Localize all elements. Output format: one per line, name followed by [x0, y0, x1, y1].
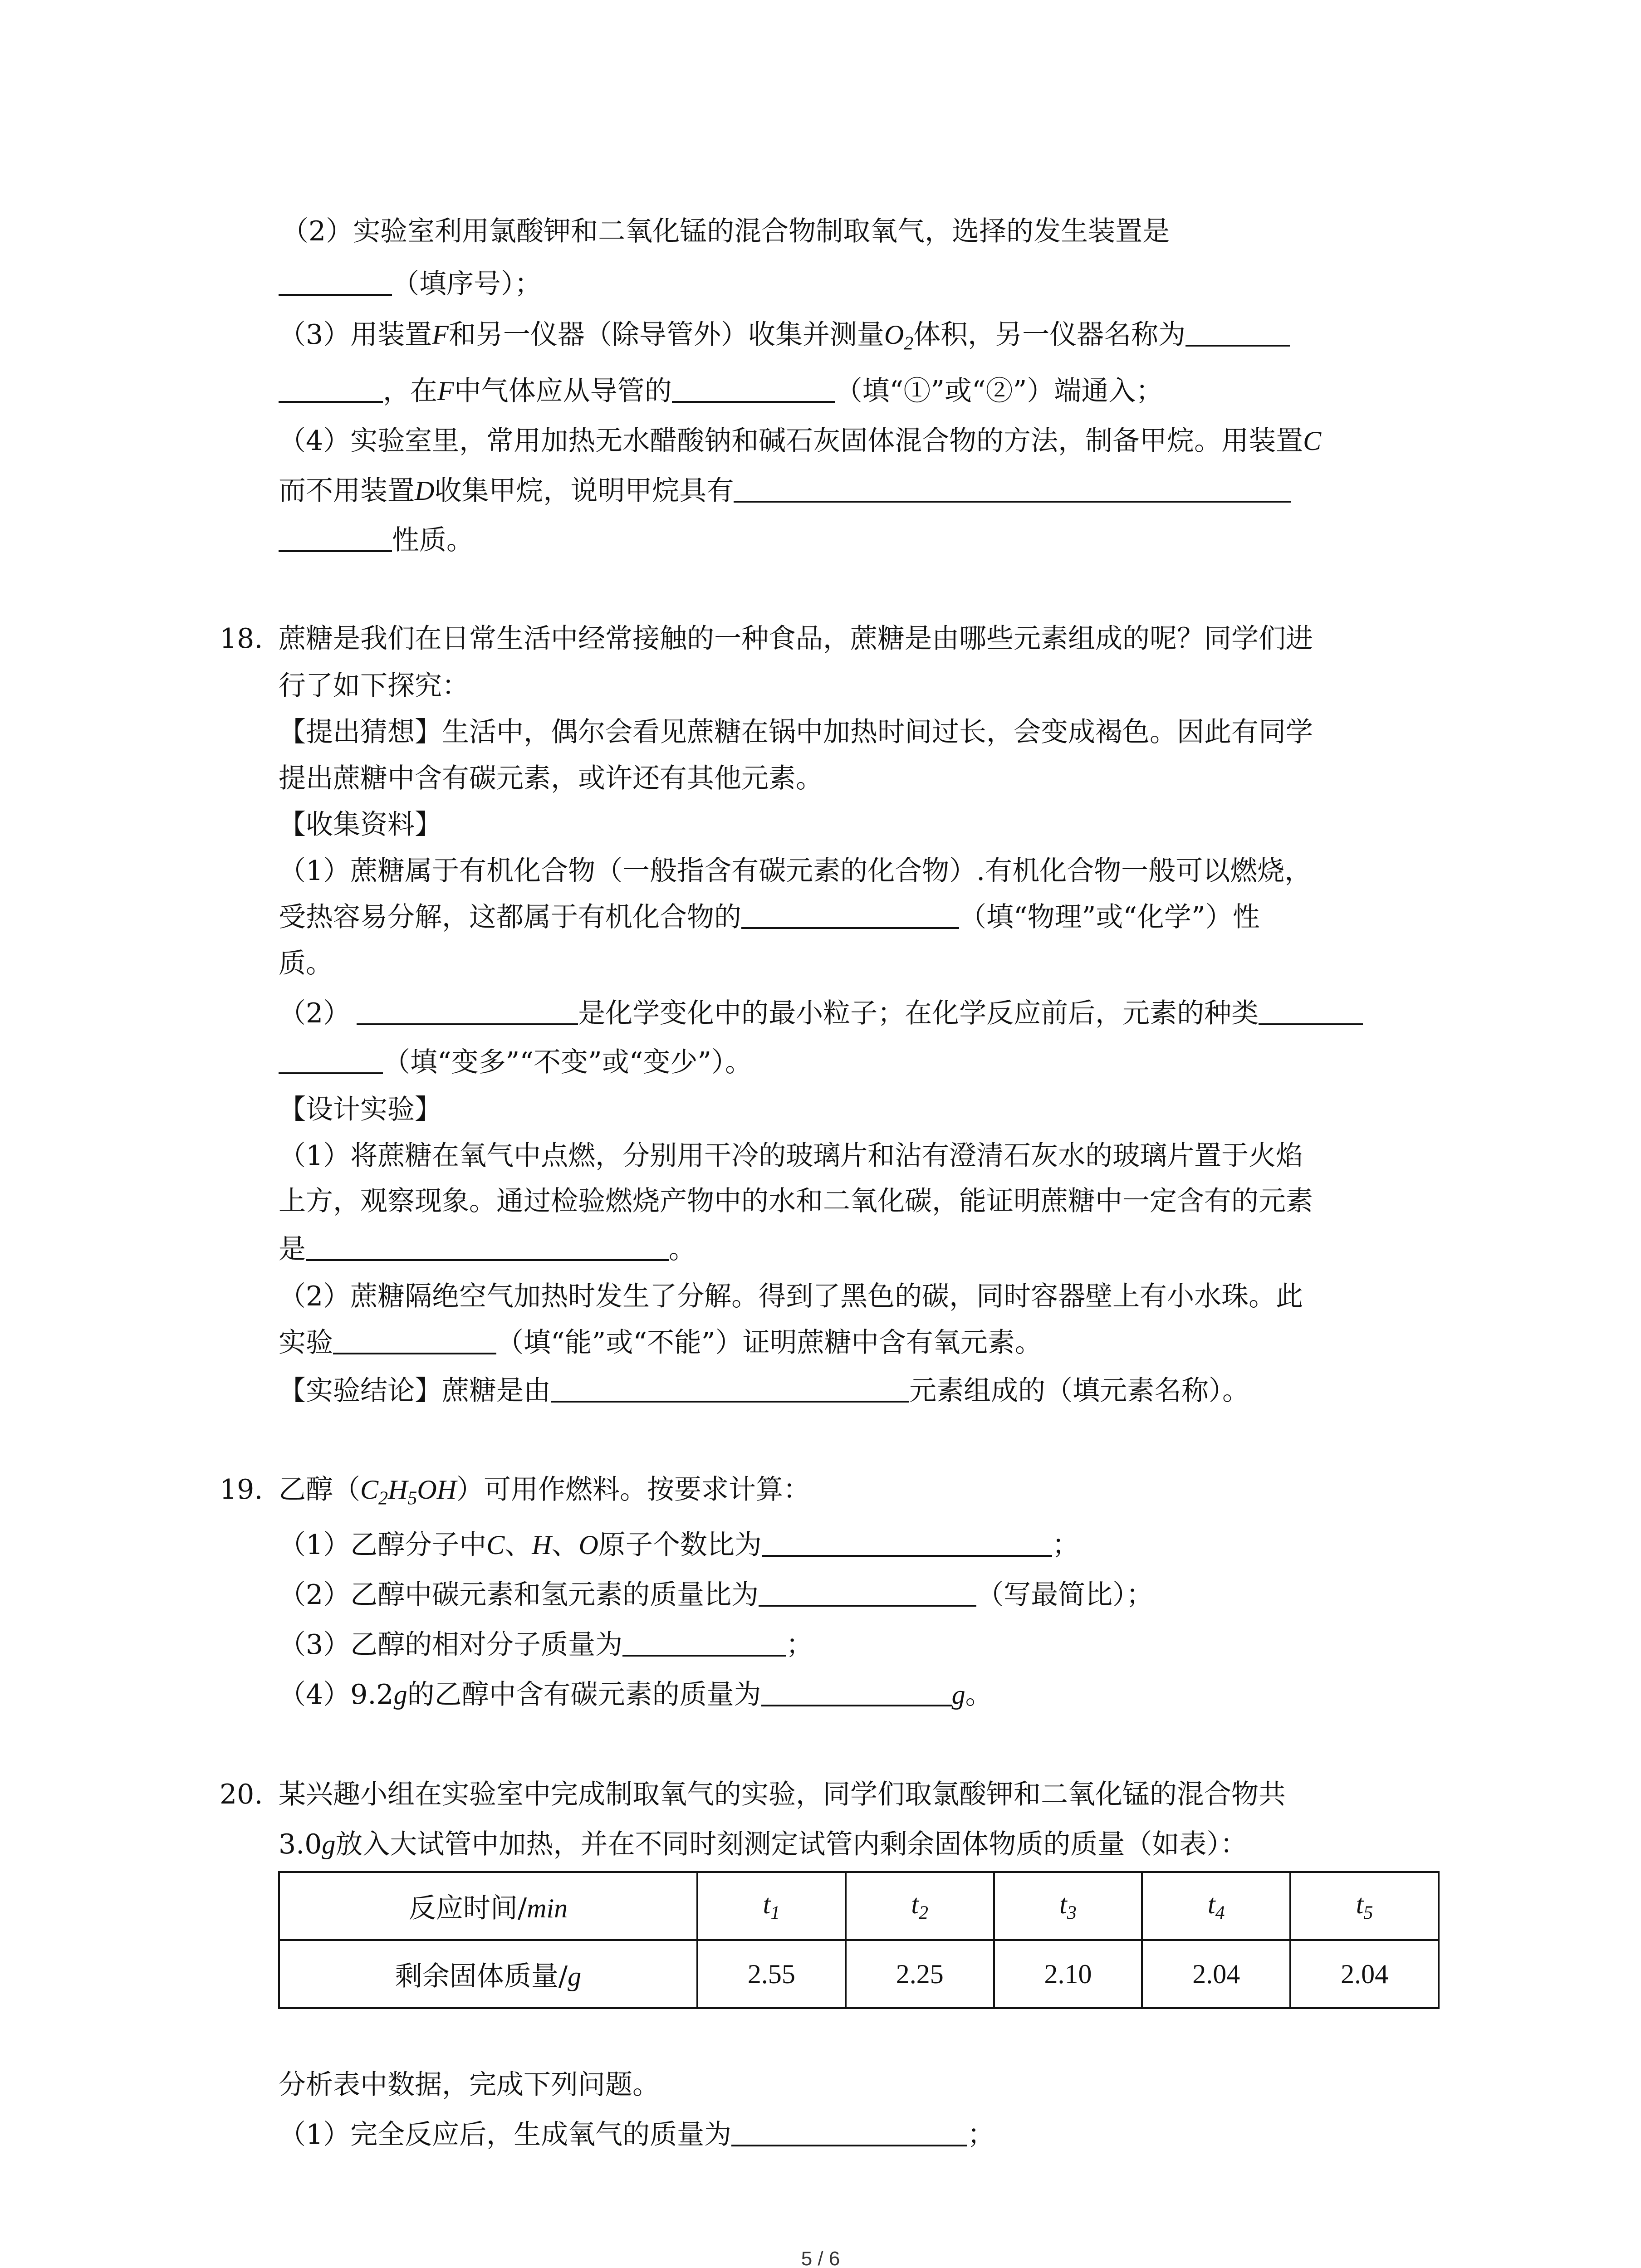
q19-number: 19.	[220, 1474, 263, 1505]
q19-part1: （1）乙醇分子中C、H、O原子个数比为 ；	[279, 1529, 1079, 1561]
table-cell-mass: 2.55	[697, 1940, 846, 2008]
q19-line1: 乙醇$(C_2H_5OH)$可用作燃料。按要求计算：	[279, 1474, 811, 1509]
q18-collect-2-line1: （2） 是化学变化中的最小粒子；在化学反应前后，元素的种类	[279, 997, 1363, 1030]
q19-part4: （4）9.2g的乙醇中含有碳元素的质量为 g。	[279, 1679, 993, 1711]
answer-blank[interactable]	[279, 375, 383, 403]
table-cell-mass: 2.25	[846, 1940, 994, 2008]
answer-blank[interactable]	[333, 1326, 496, 1354]
answer-blank[interactable]	[759, 1579, 976, 1607]
answer-blank[interactable]	[279, 1046, 383, 1074]
answer-blank[interactable]	[762, 1529, 1052, 1557]
q18-hypothesis-line2: 提出蔗糖中含有碳元素，或许还有其他元素。	[279, 763, 823, 794]
answer-blank[interactable]	[672, 375, 835, 403]
answer-blank[interactable]	[761, 1678, 952, 1706]
q19-part3: （3）乙醇的相对分子质量为 ；	[279, 1629, 813, 1661]
q18-collect-1-line3: 质。	[279, 948, 333, 979]
q20-number: 20.	[220, 1779, 263, 1810]
q18-collect-heading: 【收集资料】	[279, 809, 442, 841]
table-row-mass	[279, 1940, 1439, 2008]
q17-part4-line3: 性质。	[279, 524, 474, 557]
q18-design-1-line3: 是 。	[279, 1233, 696, 1265]
table-cell-time: $t_3$	[994, 1872, 1142, 1940]
table-cell-time: $t_1$	[697, 1872, 846, 1940]
table-row-time	[279, 1872, 1439, 1940]
data-table	[278, 1871, 1440, 2009]
q18-design-heading: 【设计实验】	[279, 1094, 442, 1125]
q17-part2-line2: （填序号）；	[279, 268, 542, 300]
table-cell-time: $t_5$	[1290, 1872, 1439, 1940]
q18-line2: 行了如下探究：	[279, 670, 469, 702]
table-cell-time: $t_2$	[846, 1872, 994, 1940]
answer-blank[interactable]	[357, 997, 578, 1025]
q18-collect-1-line1: （1）蔗糖属于有机化合物（一般指含有碳元素的化合物）.有机化合物一般可以燃烧，	[279, 855, 1312, 887]
answer-blank[interactable]	[279, 524, 392, 552]
answer-blank[interactable]	[741, 901, 959, 929]
q18-design-2-line1: （2）蔗糖隔绝空气加热时发生了分解。得到了黑色的碳，同时容器壁上有小水珠。此	[279, 1281, 1303, 1312]
page-number: 5 / 6	[801, 2248, 840, 2268]
answer-blank[interactable]	[622, 1628, 786, 1657]
q18-collect-1-line2: 受热容易分解，这都属于有机化合物的 （填“物理”或“化学”）性	[279, 901, 1260, 933]
q20-part1: （1）完全反应后，生成氧气的质量为 ；	[279, 2119, 995, 2151]
table-header-time: 反应时间/min	[279, 1872, 697, 1940]
answer-blank[interactable]	[734, 474, 1291, 503]
q18-collect-2-line2: （填“变多”“不变”或“变少”）。	[279, 1046, 752, 1079]
q18-design-1-line1: （1）将蔗糖在氧气中点燃，分别用干冷的玻璃片和沾有澄清石灰水的玻璃片置于火焰	[279, 1140, 1303, 1172]
answer-blank[interactable]	[1259, 997, 1363, 1025]
q19-part2: （2）乙醇中碳元素和氢元素的质量比为 （写最简比）；	[279, 1579, 1154, 1611]
q18-number: 18.	[220, 623, 263, 655]
table-header-mass: 剩余固体质量/g	[279, 1940, 697, 2008]
q18-conclusion: 【实验结论】蔗糖是由 元素组成的（填元素名称）。	[279, 1375, 1249, 1407]
q18-hypothesis-line1: 【提出猜想】生活中，偶尔会看见蔗糖在锅中加热时间过长，会变成褐色。因此有同学	[279, 716, 1313, 748]
q17-part2-line1	[281, 215, 1170, 248]
table-cell-mass: 2.04	[1290, 1940, 1439, 2008]
q17-part3-line1: （3）用装置F和另一仪器（除导管外）收集并测量$O_2$体积，另一仪器名称为	[279, 318, 1290, 360]
q17-part3-line2: ，在F中气体应从导管的 （填“①”或“②”）端通入；	[279, 375, 1163, 407]
q20-line1: 某兴趣小组在实验室中完成制取氧气的实验，同学们取氯酸钾和二氧化锰的混合物共	[279, 1779, 1286, 1810]
q18-line1: 蔗糖是我们在日常生活中经常接触的一种食品，蔗糖是由哪些元素组成的呢？同学们进	[279, 623, 1313, 655]
q17-part4-line1: （4）实验室里，常用加热无水醋酸钠和碱石灰固体混合物的方法，制备甲烷。用装置C	[279, 425, 1322, 457]
table-cell-mass: 2.10	[994, 1940, 1142, 2008]
q18-design-1-line2: 上方，观察现象。通过检验燃烧产物中的水和二氧化碳，能证明蔗糖中一定含有的元素	[279, 1185, 1313, 1217]
answer-blank[interactable]	[1185, 318, 1290, 347]
table-cell-time: $t_4$	[1142, 1872, 1290, 1940]
answer-blank[interactable]	[306, 1233, 669, 1261]
q20-analysis: 分析表中数据，完成下列问题。	[279, 2069, 660, 2101]
answer-blank[interactable]	[731, 2118, 967, 2146]
answer-blank[interactable]	[279, 268, 392, 296]
q17-part2-text: （2）实验室利用氯酸钾和二氧化锰的混合物制取氧气，选择的发生装置是	[281, 215, 1170, 247]
q20-line2: 3.0g放入大试管中加热，并在不同时刻测定试管内剩余固体物质的质量（如表）：	[279, 1828, 1248, 1860]
table-cell-mass: 2.04	[1142, 1940, 1290, 2008]
q18-design-2-line2: 实验 （填“能”或“不能”）证明蔗糖中含有氧元素。	[279, 1327, 1042, 1359]
answer-blank[interactable]	[551, 1374, 909, 1403]
q17-part4-line2: 而不用装置D收集甲烷，说明甲烷具有	[279, 474, 1291, 507]
